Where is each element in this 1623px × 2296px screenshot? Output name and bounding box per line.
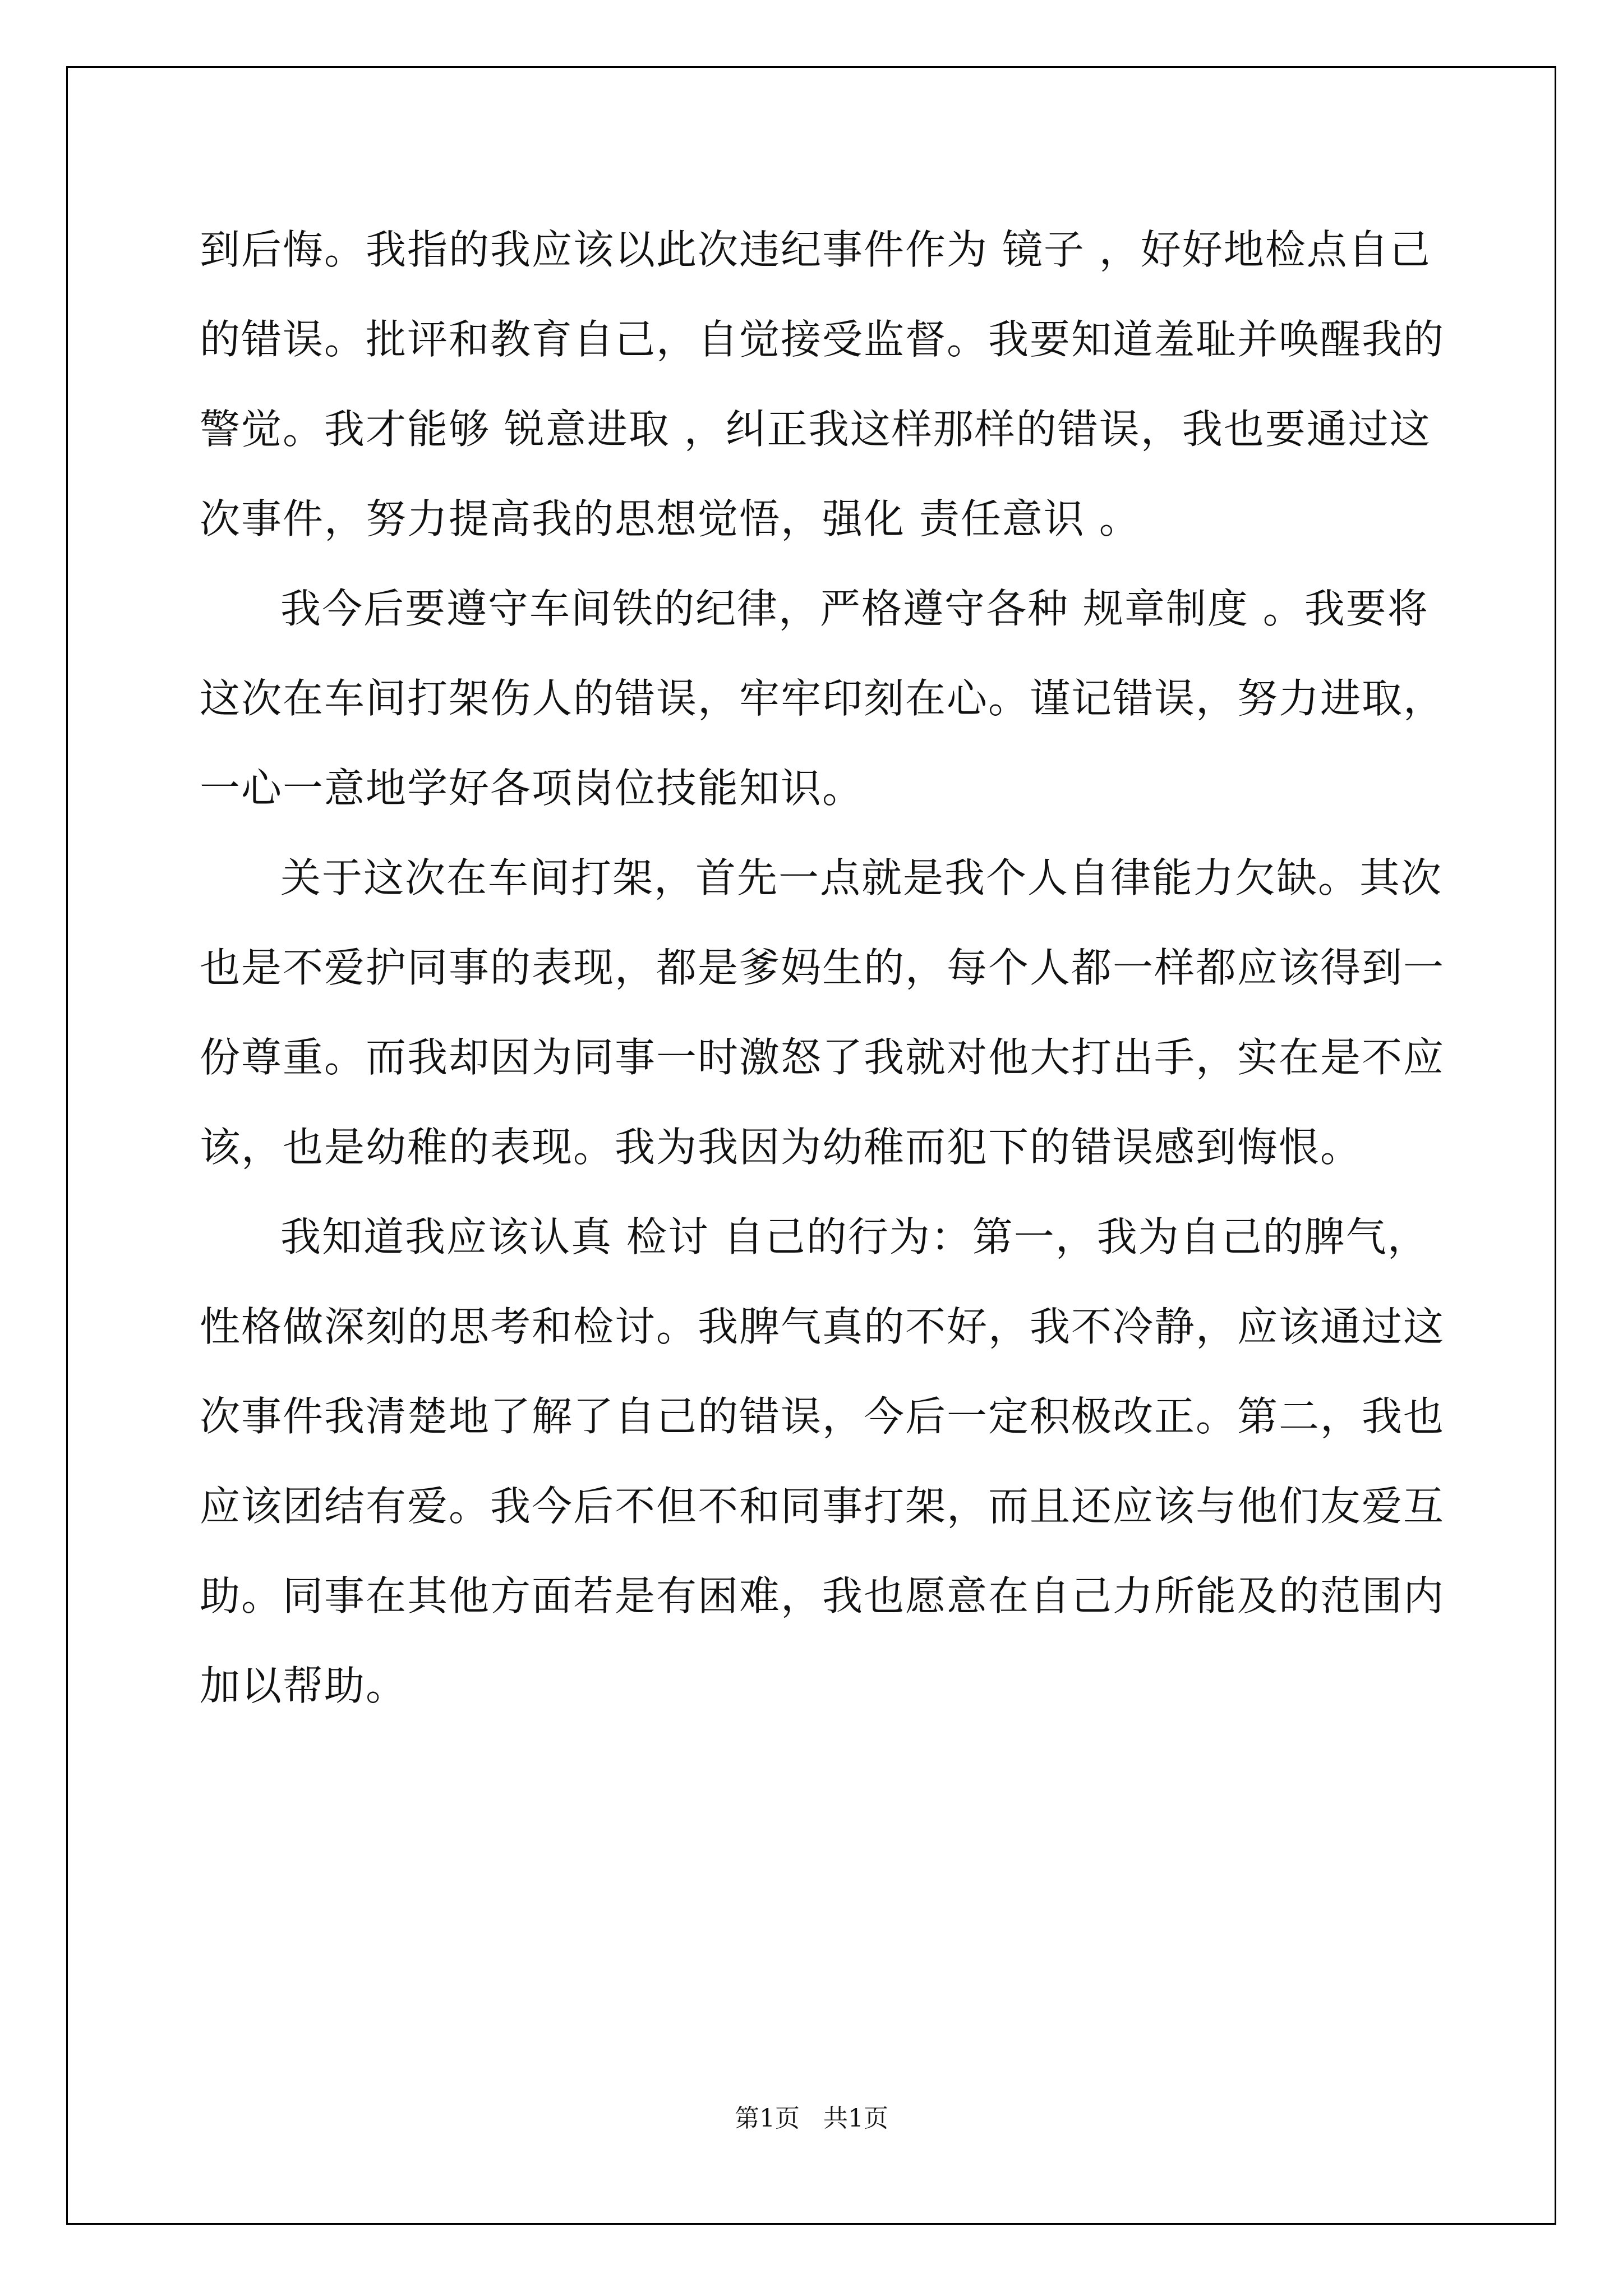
text-line: 加以帮助。: [200, 1662, 408, 1709]
text-line: 次事件我清楚地了解了自己的错误，今后一定积极改正。第二，我也: [200, 1393, 1445, 1440]
paragraph-start-line: 关于这次在车间打架，首先一点就是我个人自律能力欠缺。其次: [280, 854, 1443, 901]
text-line: 的错误。批评和教育自己，自觉接受监督。我要知道羞耻并唤醒我的: [200, 316, 1445, 363]
text-line: 一心一意地学好各项岗位技能知识。: [200, 765, 864, 812]
paragraph-start-line: 我知道我应该认真 检讨 自己的行为：第一，我为自己的脾气，: [280, 1213, 1429, 1260]
text-line: 这次在车间打架伤人的错误，牢牢印刻在心。谨记错误，努力进取，: [200, 675, 1445, 722]
text-line: 性格做深刻的思考和检讨。我脾气真的不好，我不冷静，应该通过这: [200, 1303, 1445, 1350]
text-line: 应该团结有爱。我今后不但不和同事打架，而且还应该与他们友爱互: [200, 1483, 1445, 1530]
paragraph-start-line: 我今后要遵守车间铁的纪律，严格遵守各种 规章制度 。我要将: [280, 585, 1429, 632]
text-line: 警觉。我才能够 锐意进取 ，纠正我这样那样的错误，我也要通过这: [200, 406, 1431, 453]
page-number-footer: 第1页 共1页: [735, 2104, 888, 2133]
text-line: 到后悔。我指的我应该以此次违纪事件作为 镜子 ，好好地检点自己: [200, 226, 1431, 273]
text-line: 份尊重。而我却因为同事一时激怒了我就对他大打出手，实在是不应: [200, 1034, 1445, 1081]
text-line: 次事件，努力提高我的思想觉悟，强化 责任意识 。: [200, 495, 1141, 542]
text-line: 助。同事在其他方面若是有困难，我也愿意在自己力所能及的范围内: [200, 1572, 1445, 1619]
text-line: 该，也是幼稚的表现。我为我因为幼稚而犯下的错误感到悔恨。: [200, 1124, 1362, 1171]
text-line: 也是不爱护同事的表现，都是爹妈生的，每个人都一样都应该得到一: [200, 944, 1445, 991]
